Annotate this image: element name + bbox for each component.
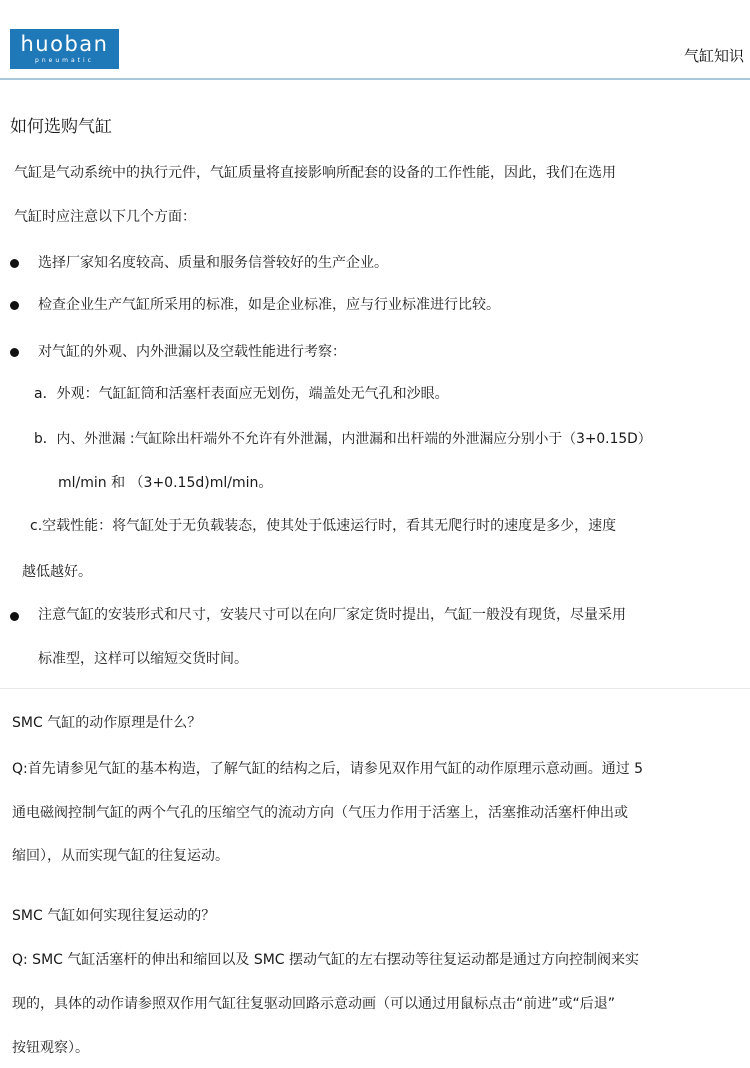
bullet-icon <box>10 301 19 310</box>
faq-answer-2-line-2: 现的，具体的动作请参照双作用气缸往复驱动回路示意动画（可以通过用鼠标点击“前进”或“后退” <box>12 996 616 1012</box>
bullet-icon <box>10 348 19 357</box>
intro-line-2: 气缸时应注意以下几个方面： <box>14 209 196 225</box>
faq-answer-1-line-2: 通电磁阀控制气缸的两个气孔的压缩空气的流动方向（气压力作用于活塞上，活塞推动活塞杆伸出或 <box>12 805 628 821</box>
bullet-item-3: 对气缸的外观、内外泄漏以及空载性能进行考察： <box>38 344 346 360</box>
bullet-icon <box>10 612 19 621</box>
faq-answer-2-line-3: 按钮观察）。 <box>12 1040 89 1056</box>
header-title: 气缸知识 <box>683 47 744 65</box>
faq-answer-1-line-3: 缩回），从而实现气缸的往复运动。 <box>12 848 229 864</box>
bullet-item-4-continued: 标准型，这样可以缩短交货时间。 <box>38 651 248 667</box>
bullet-item-1: 选择厂家知名度较高、质量和服务信誉较好的生产企业。 <box>38 255 388 271</box>
bullet-icon <box>10 259 19 268</box>
faq-answer-1-line-1: Q:首先请参见气缸的基本构造，了解气缸的结构之后，请参见双作用气缸的动作原理示意动画。通过 5 <box>12 761 644 777</box>
article-heading: 如何选购气缸 <box>10 117 112 137</box>
sub-item-a: a．外观：气缸缸筒和活塞杆表面应无划伤，端盖处无气孔和沙眼。 <box>34 386 449 402</box>
faq-question-1: SMC 气缸的动作原理是什么？ <box>12 715 202 731</box>
section-divider <box>0 688 750 689</box>
faq-answer-2-line-1: Q: SMC 气缸活塞杆的伸出和缩回以及 SMC 摆动气缸的左右摆动等往复运动都是通过方向控制阀来实 <box>12 952 640 968</box>
bullet-item-4: 注意气缸的安装形式和尺寸，安装尺寸可以在向厂家定货时提出，气缸一般没有现货，尽量采用 <box>38 607 626 623</box>
brand-logo <box>10 29 119 69</box>
sub-item-c-line-1: c.空载性能：将气缸处于无负载装态，使其处于低速运行时，看其无爬行时的速度是多少，速度 <box>30 518 617 534</box>
sub-item-b-line-2: ml/min 和 （3+0.15d)ml/min。 <box>58 475 273 491</box>
bullet-item-2: 检查企业生产气缸所采用的标准，如是企业标准，应与行业标准进行比较。 <box>38 297 500 313</box>
faq-question-2: SMC 气缸如何实现往复运动的？ <box>12 908 216 924</box>
intro-line-1: 气缸是气动系统中的执行元件，气缸质量将直接影响所配套的设备的工作性能，因此，我们在选用 <box>14 165 616 181</box>
sub-item-c-line-2: 越低越好。 <box>22 564 92 580</box>
logo-wordmark: huoban <box>20 32 109 56</box>
logo-tagline: pneumatic <box>35 57 94 64</box>
sub-item-b-line-1: b．内、外泄漏 :气缸除出杆端外不允许有外泄漏，内泄漏和出杆端的外泄漏应分别小于（3+0.15D） <box>34 431 652 447</box>
header-divider <box>0 78 750 80</box>
page-header <box>0 0 750 80</box>
